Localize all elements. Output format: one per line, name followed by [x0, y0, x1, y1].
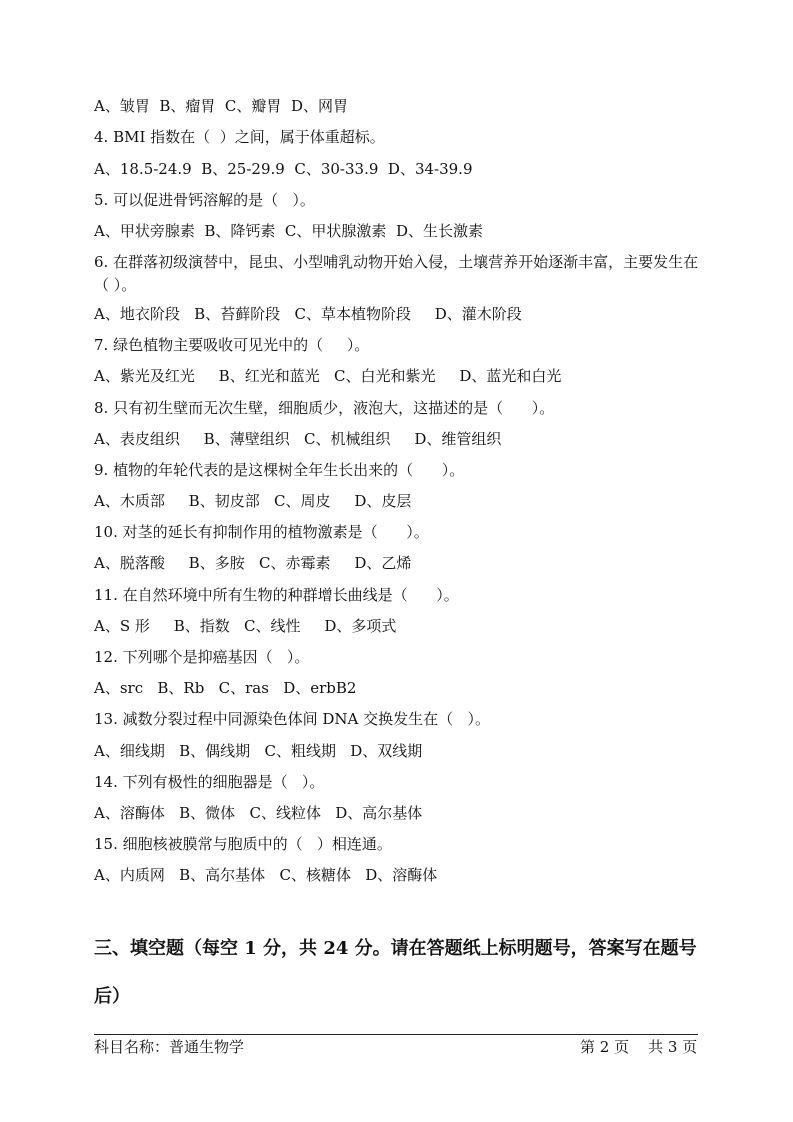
q12-text: 12. 下列哪个是抑癌基因（ ）。: [94, 648, 310, 666]
q9-options: A、木质部 B、韧皮部 C、周皮 D、皮层: [94, 492, 412, 510]
q8-options: A、表皮组织 B、薄壁组织 C、机械组织 D、维管组织: [94, 430, 502, 448]
q4-options: A、18.5-24.9 B、25-29.9 C、30-33.9 D、34-39.9: [94, 160, 473, 178]
q4-text: 4. BMI 指数在（ ）之间，属于体重超标。: [94, 128, 385, 146]
q11-options: A、S 形 B、指数 C、线性 D、多项式: [94, 617, 397, 635]
q6-text: 6. 在群落初级演替中，昆虫、小型哺乳动物开始入侵，土壤营养开始逐渐丰富，主要发生在（ ）。: [94, 253, 699, 294]
q12-options: A、src B、Rb C、ras D、erbB2: [94, 679, 357, 697]
footer-page-number: 第 2 页 共 3 页: [580, 1038, 698, 1056]
q14-text: 14. 下列有极性的细胞器是（ ）。: [94, 773, 325, 791]
q6-options: A、地衣阶段 B、苔藓阶段 C、草本植物阶段 D、灌木阶段: [94, 305, 522, 323]
section-heading-fill-in-blank: 三、填空题（每空 1 分，共 24 分。请在答题纸上标明题号，答案写在题号后）: [94, 938, 697, 1007]
q3-options: A、皱胃 B、瘤胃 C、瓣胃 D、网胃: [94, 97, 348, 115]
q13-options: A、细线期 B、偶线期 C、粗线期 D、双线期: [94, 742, 423, 760]
q14-options: A、溶酶体 B、微体 C、线粒体 D、高尔基体: [94, 804, 423, 822]
footer-divider: [94, 1034, 698, 1035]
q8-text: 8. 只有初生壁而无次生壁，细胞质少，液泡大，这描述的是（ ）。: [94, 399, 555, 417]
q11-text: 11. 在自然环境中所有生物的种群增长曲线是（ ）。: [94, 586, 459, 604]
q15-text: 15. 细胞核被膜常与胞质中的（ ）相连通。: [94, 835, 392, 853]
footer-subject: 科目名称：普通生物学: [94, 1038, 245, 1056]
q7-text: 7. 绿色植物主要吸收可见光中的（ ）。: [94, 336, 370, 354]
q15-options: A、内质网 B、高尔基体 C、核糖体 D、溶酶体: [94, 866, 438, 884]
q7-options: A、紫光及红光 B、红光和蓝光 C、白光和紫光 D、蓝光和白光: [94, 367, 562, 385]
q10-text: 10. 对茎的延长有抑制作用的植物激素是（ ）。: [94, 523, 429, 541]
q10-options: A、脱落酸 B、多胺 C、赤霉素 D、乙烯: [94, 554, 412, 572]
q5-text: 5. 可以促进骨钙溶解的是（ ）。: [94, 191, 315, 209]
q9-text: 9. 植物的年轮代表的是这棵树全年生长出来的（ ）。: [94, 461, 465, 479]
q13-text: 13. 减数分裂过程中同源染色体间 DNA 交换发生在（ ）。: [94, 710, 490, 728]
q5-options: A、甲状旁腺素 B、降钙素 C、甲状腺激素 D、生长激素: [94, 222, 483, 240]
